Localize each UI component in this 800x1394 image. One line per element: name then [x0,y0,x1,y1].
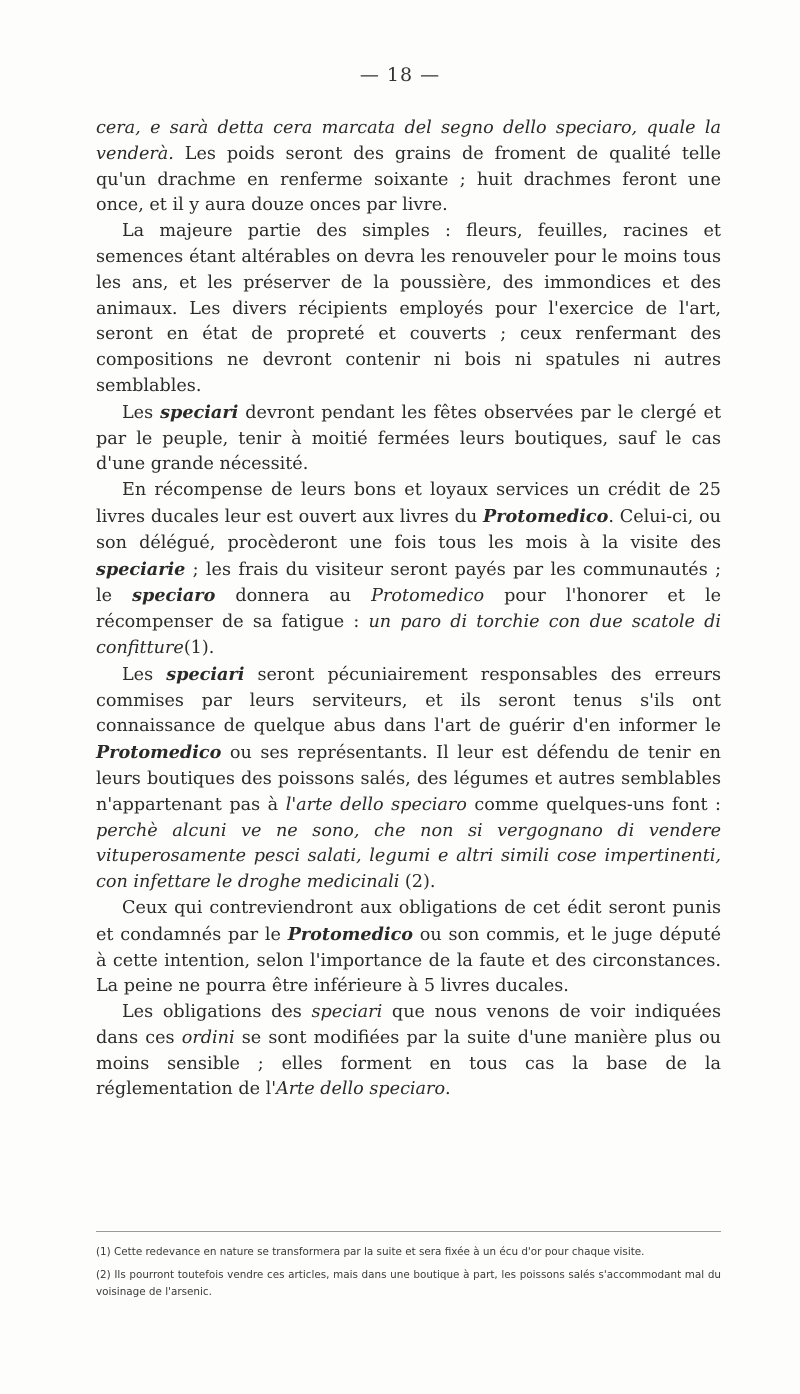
italic-run: l'arte dello speciaro [285,794,467,815]
text-run: Ceux qui contreviendront aux obligations de cet édit seront punis et condamnés par le [96,897,721,945]
italic-run: speciari [311,1002,383,1023]
emphasis-run: Protomedico [483,505,609,527]
paragraph-7 [96,1000,721,1103]
text-run: ou son commis, et le juge député à cette intention, selon l'importance de la faute et des circonstances. La peine ne pourra être inférieure à 5 livres ducales. [96,924,721,997]
text-run: seront pécuniairement responsables des erreurs commises par leurs serviteurs, et ils seront tenus s'ils ont connaissance de quelque abus dans l'art de guérir d'en informer le [96,664,722,737]
text-run: ou ses représentants. Il leur est défendu de tenir en leurs boutiques des poissons salés, des légumes et autres semblables n'appartenant pas à [96,743,721,815]
text-run: (1). [183,637,215,658]
text-run: ; les frais du visiteur seront payés par les communautés ; le [96,559,721,607]
italic-run: cera, e sarà detta cera marcata del segno dello speciaro, quale la venderà. [96,118,721,164]
text-run: (2). [399,872,436,893]
body-text [96,116,721,1103]
text-run: pour l'honorer et le récompenser de sa fatigue : [96,586,721,633]
footnote-2: (2) Ils pourront toutefois vendre ces articles, mais dans une boutique à part, les poissons salés s'accommodant mal du voisinage de l'arsenic. [96,1269,721,1298]
text-run: . [445,1079,451,1100]
emphasis-run: speciaro [132,585,216,607]
italic-run: Protomedico [371,586,485,607]
text-run: se sont modifiées par la suite d'une manière plus ou moins sensible ; elles forment en tous cas la base de la réglementation de l' [96,1027,721,1100]
emphasis-run: speciarie [96,558,186,580]
text-run: donnera au [215,586,372,607]
emphasis-run: speciari [160,401,239,423]
paragraph-6 [96,896,721,1000]
footnotes [96,1244,721,1307]
text-run: Les obligations des [122,1002,312,1023]
italic-run: Arte dello speciaro [276,1079,446,1100]
paragraph-2 [96,219,721,400]
italic-run: un paro di torchie con due scatole di confitture [96,612,721,658]
emphasis-run: Protomedico [287,923,414,945]
emphasis-run: speciari [166,663,245,685]
text-run: La majeure partie des simples : fleurs, feuilles, racines et semences étant altérables on devra les renouveler pour le moins tous les ans, et les préserver de la poussière, des immondices et des animaux. Les divers récipients employés pour l'exercice de l'art, seront en état de propreté et couverts ; ceux renfermant des compositions ne devront contenir ni bois ni spatules ni autres semblables. [96,221,721,396]
paragraph-3 [96,400,721,478]
text-run: Les poids seront des grains de froment de qualité telle qu'un drachme en renferme soixante ; huit drachmes feront une once, et il y aura douze onces par livre. [96,143,721,216]
text-run: devront pendant les fêtes observées par le clergé et par le peuple, tenir à moitié fermées leurs boutiques, sauf le cas d'une grande nécessité. [96,402,722,475]
emphasis-run: Protomedico [96,742,222,764]
paragraph-5 [96,662,721,896]
italic-run: perchè alcuni ve ne sono, che non si vergognano di vendere vituperosamente pesci salati, legumi e altri simili cose impertinenti, con infettare le droghe medicinali [96,820,721,893]
italic-run: ordini [181,1027,235,1048]
footnote-1: (1) Cette redevance en nature se transformera par la suite et sera fixée à un écu d'or pour chaque visite. [96,1246,645,1258]
text-run: comme quelques-uns font : [466,794,721,815]
paragraph-4 [96,478,721,662]
text-run: . Celui-ci, ou son délégué, procèderont une fois tous les mois à la visite des [96,506,721,553]
text-run: Les [122,664,167,685]
text-run: En récompense de leurs bons et loyaux services un crédit de 25 livres ducales leur est ouvert aux livres du [96,480,721,527]
text-run: que nous venons de voir indiquées dans ces [96,1002,721,1048]
paragraph-1 [96,116,721,219]
text-run: Les [122,402,161,423]
footnote-divider [96,1231,721,1232]
page-number: — 18 — [359,64,441,86]
